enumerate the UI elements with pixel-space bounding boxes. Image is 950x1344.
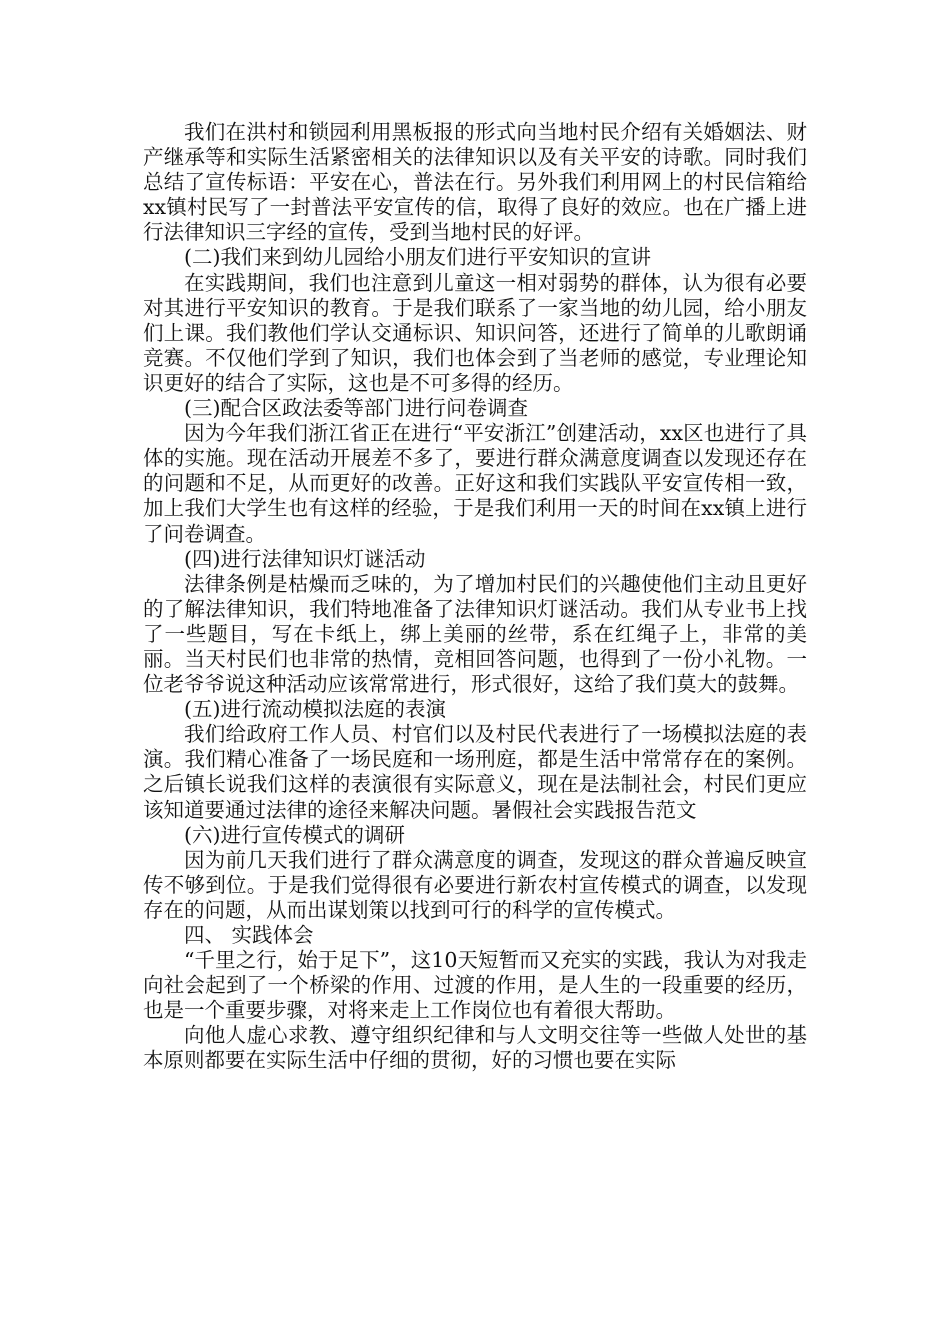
paragraph-lantern-riddles: 法律条例是枯燥而乏味的，为了增加村民们的兴趣使他们主动且更好的了解法律知识，我们特地准备了法律知识灯谜活动。我们从专业书上找了一些题目，写在卡纸上，绑上美丽的丝带，系在红绳子上，非常的美丽。当天村民们也非常的热情，竞相回答问题，也得到了一份小礼物。一位老爷爷说这种活动应该常常进行，形式很好，这给了我们莫大的鼓舞。: [143, 571, 807, 697]
paragraph-principles: 向他人虚心求教、遵守组织纪律和与人文明交往等一些做人处世的基本原则都要在实际生活中仔细的贯彻，好的习惯也要在实际: [143, 1023, 807, 1073]
paragraph-kindergarten: 在实践期间，我们也注意到儿童这一相对弱势的群体，认为很有必要对其进行平安知识的教育。于是我们联系了一家当地的幼儿园，给小朋友们上课。我们教他们学认交通标识、知识问答，还进行了简单的儿歌朗诵竞赛。不仅他们学到了知识，我们也体会到了当老师的感觉，专业理论知识更好的结合了实际，这也是不可多得的经历。: [143, 270, 807, 395]
paragraph-practice-experience: “千里之行，始于足下”，这10天短暂而又充实的实践，我认为对我走向社会起到了一个桥梁的作用、过渡的作用，是人生的一段重要的经历，也是一个重要步骤，对将来走上工作岗位也有着很大帮助。: [143, 948, 807, 1023]
section-heading-publicity-research: (六)进行宣传模式的调研: [184, 822, 405, 847]
paragraph-mock-court: 我们给政府工作人员、村官们以及村民代表进行了一场模拟法庭的表演。我们精心准备了一场民庭和一场刑庭，都是生活中常常存在的案例。之后镇长说我们这样的表演很有实际意义，现在是法制社会，村民们更应该知道要通过法律的途径来解决问题。暑假社会实践报告范文: [143, 722, 807, 822]
paragraph-blackboard-publicity: 我们在洪村和锁园利用黑板报的形式向当地村民介绍有关婚姻法、财产继承等和实际生活紧密相关的法律知识以及有关平安的诗歌。同时我们总结了宣传标语：平安在心，普法在行。另外我们利用网上的村民信箱给xx镇村民写了一封普法平安宣传的信，取得了良好的效应。也在广播上进行法律知识三字经的宣传，受到当地村民的好评。: [143, 120, 807, 245]
paragraph-publicity-research: 因为前几天我们进行了群众满意度的调查，发现这的群众普遍反映宣传不够到位。于是我们觉得很有必要进行新农村宣传模式的调查，以发现存在的问题，从而出谋划策以找到可行的科学的宣传模式。: [143, 847, 807, 922]
document-body: [143, 120, 807, 1074]
section-heading-lantern-riddles: (四)进行法律知识灯谜活动: [184, 546, 426, 571]
section-heading-practice-experience: 四、 实践体会: [184, 923, 314, 947]
section-heading-mock-court: (五)进行流动模拟法庭的表演: [184, 697, 446, 722]
section-heading-questionnaire: (三)配合区政法委等部门进行问卷调查: [184, 396, 528, 421]
paragraph-questionnaire: 因为今年我们浙江省正在进行“平安浙江”创建活动，xx区也进行了具体的实施。现在活动开展差不多了，要进行群众满意度调查以发现还存在的问题和不足，从而更好的改善。正好这和我们实践队平安宣传相一致，加上我们大学生也有这样的经验，于是我们利用一天的时间在xx镇上进行了问卷调查。: [143, 421, 807, 546]
section-heading-kindergarten: (二)我们来到幼儿园给小朋友们进行平安知识的宣讲: [184, 245, 651, 270]
